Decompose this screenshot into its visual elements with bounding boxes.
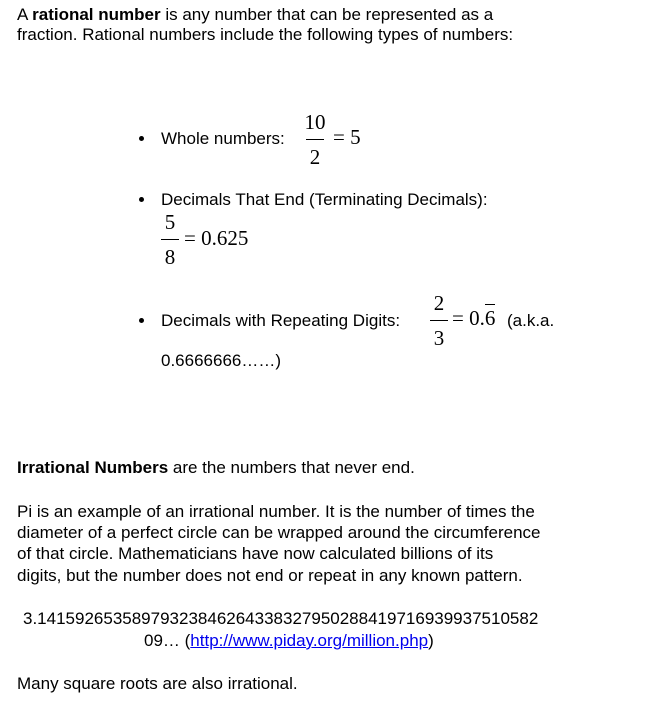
result-prefix: = 0. (452, 306, 485, 330)
fraction-bar (306, 139, 324, 140)
bullet-dot (139, 197, 144, 202)
pi-paragraph-line: diameter of a perfect circle can be wrapped around the circumference (17, 523, 541, 542)
pi-paragraph-line: of that circle. Mathematicians have now calculated billions of its (17, 544, 494, 563)
bullet-dot (139, 318, 144, 323)
irrational-line (17, 457, 415, 478)
irrational-numbers-term: Irrational Numbers (17, 458, 169, 477)
fraction-bar (430, 320, 448, 321)
pi-digits-line: 3.14159265358979323846264338327950288419716939937510582 (23, 609, 539, 628)
repeating-digit: 6 (484, 306, 496, 330)
fraction-denominator: 3 (433, 326, 445, 350)
fraction-denominator: 2 (309, 145, 321, 169)
whole-numbers-label: Whole numbers: (161, 129, 285, 148)
intro-text: A (17, 5, 33, 24)
fraction-numerator: 10 (304, 110, 326, 134)
piday-link[interactable]: http://www.piday.org/million.php (190, 631, 429, 650)
pi-digits-line-2 (144, 630, 434, 651)
fraction-2-over-3 (428, 292, 450, 349)
pi-paragraph-line: Pi is an example of an irrational number. It is the number of times the (17, 502, 535, 521)
pi-digits-continuation: 09… ( (144, 631, 191, 650)
fraction-numerator: 5 (164, 210, 176, 234)
repeating-decimals-label: Decimals with Repeating Digits: (161, 311, 401, 330)
fraction-numerator: 2 (433, 291, 445, 315)
closing-paren: ) (428, 631, 434, 650)
aka-value: 0.6666666……) (161, 351, 282, 370)
irrational-text: are the numbers that never end. (168, 458, 415, 477)
fraction-10-over-2 (304, 111, 326, 168)
aka-label: (a.k.a. (507, 311, 555, 330)
intro-text: is any number that can be represented as a (160, 5, 494, 24)
terminating-decimals-label: Decimals That End (Terminating Decimals): (161, 190, 488, 209)
bullet-dot (139, 136, 144, 141)
fraction-5-over-8 (159, 211, 181, 268)
intro-line-1 (17, 4, 493, 25)
terminating-decimals-result: = 0.625 (184, 226, 249, 250)
fraction-denominator: 8 (164, 245, 176, 269)
rational-number-term: rational number (32, 5, 161, 24)
fraction-bar (161, 239, 179, 240)
repeating-decimals-result (452, 306, 495, 331)
pi-paragraph-line: digits, but the number does not end or repeat in any known pattern. (17, 566, 523, 585)
intro-line-2: fraction. Rational numbers include the following types of numbers: (17, 25, 514, 44)
closing-line: Many square roots are also irrational. (17, 674, 298, 693)
whole-numbers-result: = 5 (333, 125, 361, 149)
